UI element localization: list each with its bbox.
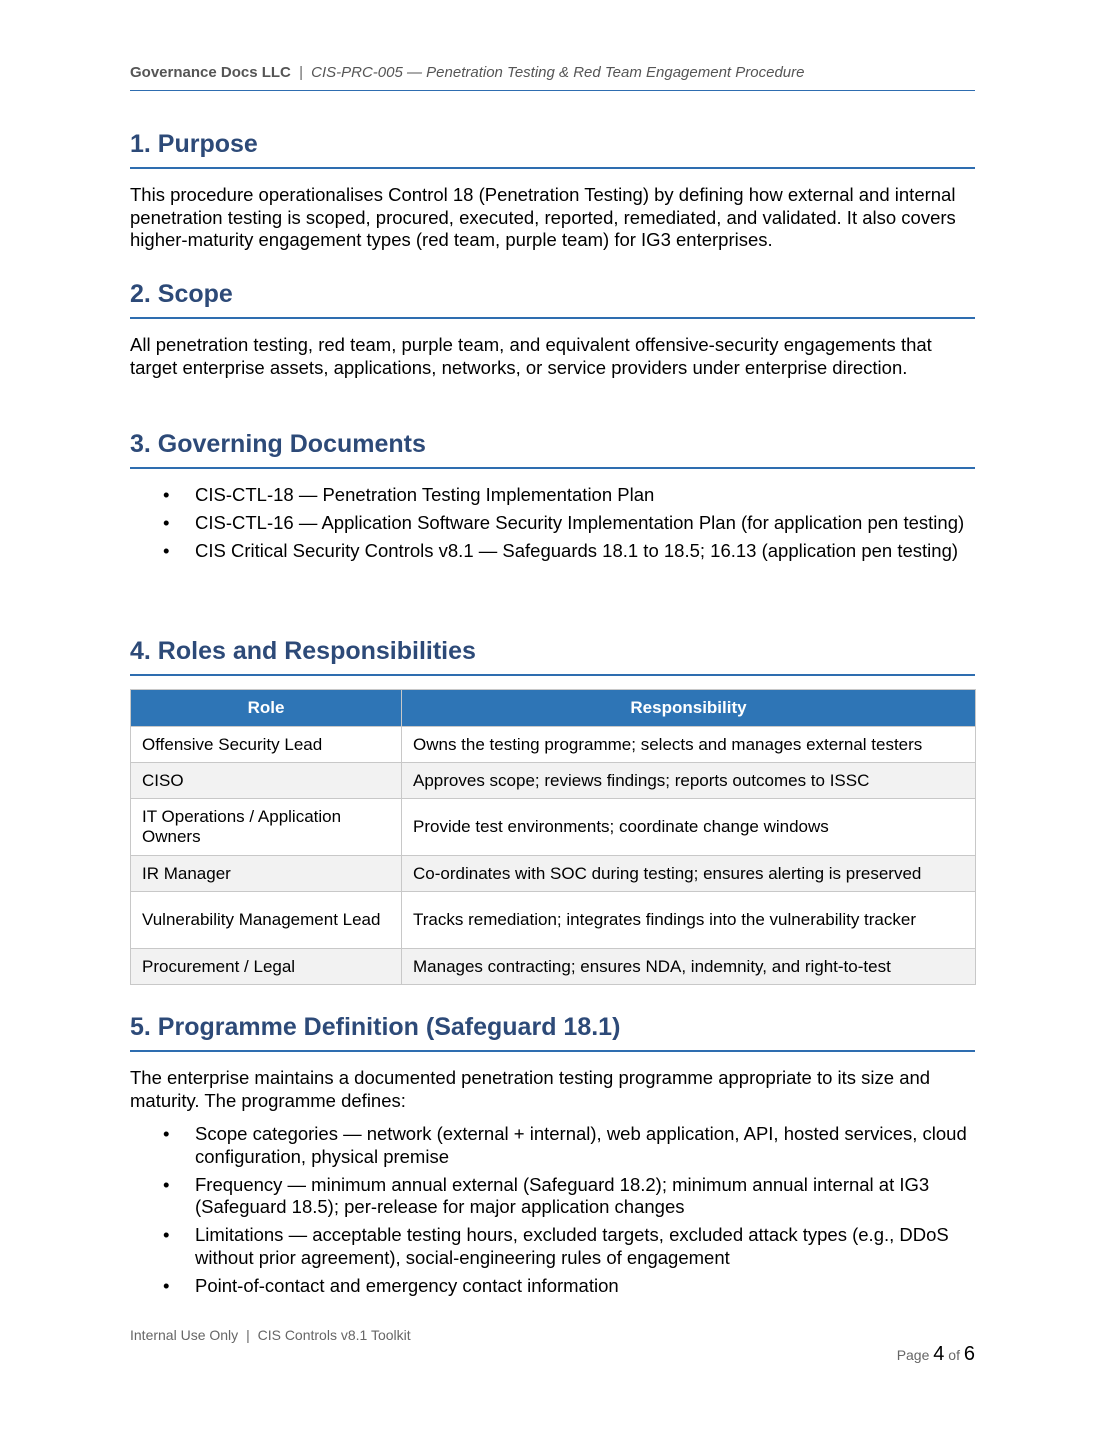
list-item-text: Limitations — acceptable testing hours, excluded targets, excluded attack types (e.g., DDoS without prior agreement), social-engineering rules of engagement (195, 1224, 949, 1268)
responsibility-cell: Manages contracting; ensures NDA, indemnity, and right-to-test (402, 949, 976, 985)
responsibility-cell: Tracks remediation; integrates findings into the vulnerability tracker (402, 892, 976, 949)
section-heading-scope: 2. Scope (130, 280, 975, 319)
table-row (131, 856, 976, 892)
section-heading-purpose: 1. Purpose (130, 130, 975, 169)
role-cell: Offensive Security Lead (131, 727, 402, 763)
of-word: of (948, 1347, 960, 1363)
total-page-number: 6 (963, 1343, 975, 1365)
table-row (131, 799, 976, 856)
governing-documents-list (130, 484, 975, 568)
list-item (130, 540, 975, 563)
section-heading-governing: 3. Governing Documents (130, 430, 975, 469)
bullet-marker: • (163, 540, 170, 562)
page-word: Page (896, 1347, 930, 1363)
table-header-row (131, 690, 976, 727)
list-item-text: Point-of-contact and emergency contact information (195, 1275, 619, 1297)
running-footer (130, 1327, 411, 1343)
footer-toolkit-name: CIS Controls v8.1 Toolkit (257, 1327, 411, 1343)
list-item-text: Frequency — minimum annual external (Safeguard 18.2); minimum annual internal at IG3 (Safeguard 18.5); per-release for major application changes (195, 1173, 930, 1218)
list-item-text: CIS-CTL-16 — Application Software Security Implementation Plan (for application pen testing) (195, 512, 965, 534)
role-cell: IR Manager (131, 856, 402, 892)
header-company: Governance Docs LLC (130, 64, 291, 81)
programme-definition-list (130, 1123, 975, 1303)
list-item (130, 1275, 975, 1298)
current-page-number: 4 (933, 1343, 945, 1365)
bullet-marker: • (163, 484, 170, 505)
bullet-marker: • (163, 1224, 170, 1246)
bullet-marker: • (163, 1123, 170, 1144)
column-header-role: Role (131, 690, 402, 727)
programme-intro-text: The enterprise maintains a documented penetration testing programme appropriate to its size and maturity. The programme defines: (130, 1067, 931, 1111)
table-row (131, 892, 976, 949)
table-row (131, 763, 976, 799)
section-heading-roles: 4. Roles and Responsibilities (130, 637, 975, 676)
footer-classification: Internal Use Only (130, 1327, 239, 1343)
responsibility-cell: Approves scope; reviews findings; reports outcomes to ISSC (402, 763, 976, 799)
list-item-text: Scope categories — network (external + internal), web application, API, hosted services, cloud configuration, physical premise (195, 1123, 967, 1167)
responsibility-cell: Owns the testing programme; selects and manages external testers (402, 727, 976, 763)
purpose-text: This procedure operationalises Control 18 (Penetration Testing) by defining how external and internal penetration testing is scoped, procured, executed, reported, remediated, and validated. It also covers higher-maturity engagement types (red team, purple team) for IG3 enterprises. (130, 184, 956, 251)
scope-text: All penetration testing, red team, purple team, and equivalent offensive-security engagements that target enterprise assets, applications, networks, or service providers under enterprise direction. (130, 334, 932, 378)
list-item (130, 1224, 975, 1269)
responsibility-cell: Provide test environments; coordinate change windows (402, 799, 976, 856)
list-item (130, 1123, 975, 1168)
header-doc-title: CIS-PRC-005 — Penetration Testing & Red Team Engagement Procedure (311, 64, 805, 81)
bullet-marker: • (163, 512, 170, 534)
bullet-marker: • (163, 1173, 170, 1195)
section-heading-programme: 5. Programme Definition (Safeguard 18.1) (130, 1013, 975, 1052)
header-separator: | (299, 64, 303, 81)
role-cell: IT Operations / Application Owners (131, 799, 402, 856)
header-rule (130, 90, 975, 91)
roles-table (130, 689, 976, 985)
table-row (131, 949, 976, 985)
role-cell: CISO (131, 763, 402, 799)
list-item (130, 484, 975, 507)
list-item (130, 512, 975, 535)
table-row (131, 727, 976, 763)
list-item-text: CIS-CTL-18 — Penetration Testing Implementation Plan (195, 484, 655, 505)
role-cell: Procurement / Legal (131, 949, 402, 985)
list-item (130, 1174, 975, 1219)
role-cell: Vulnerability Management Lead (131, 892, 402, 949)
page-number (897, 1343, 975, 1366)
footer-separator: | (246, 1327, 250, 1343)
column-header-responsibility: Responsibility (402, 690, 976, 727)
running-header (130, 64, 975, 81)
list-item-text: CIS Critical Security Controls v8.1 — Safeguards 18.1 to 18.5; 16.13 (application pen testing) (195, 540, 959, 562)
responsibility-cell: Co-ordinates with SOC during testing; ensures alerting is preserved (402, 856, 976, 892)
bullet-marker: • (163, 1275, 170, 1297)
